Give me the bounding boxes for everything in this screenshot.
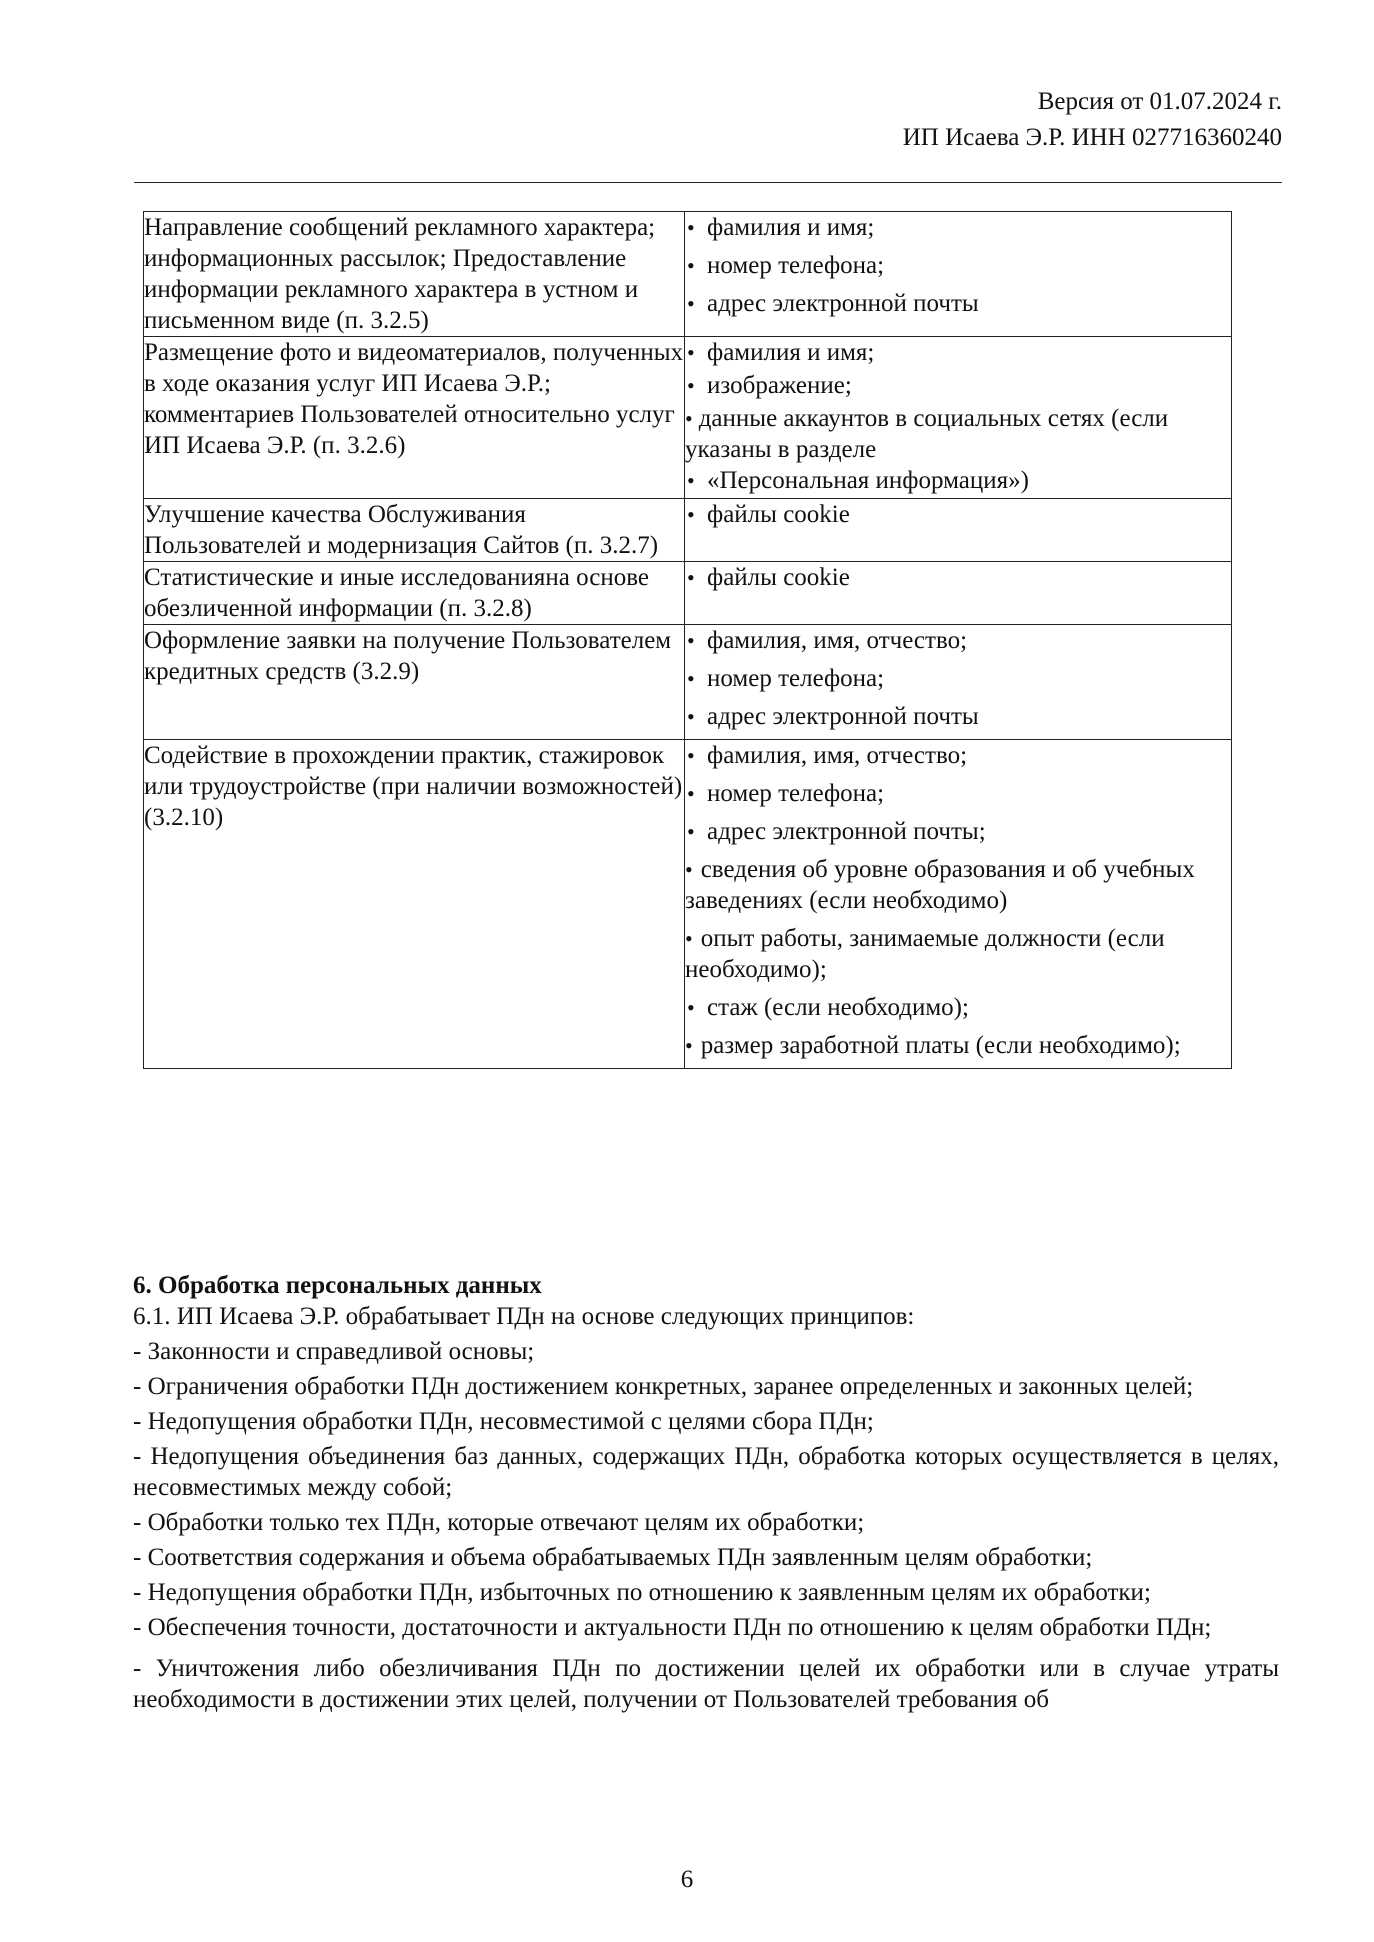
purpose-cell: Содействие в прохождении практик, стажировок или трудоустройстве (при наличии возможностей) (3.2.10) — [144, 740, 685, 1069]
list-item: • размер заработной платы (если необходимо); — [685, 1032, 1181, 1059]
bullet-icon: • — [687, 704, 695, 729]
bullet-icon: • — [685, 926, 693, 951]
principle-item: - Ограничения обработки ПДн достижением конкретных, заранее определенных и законных целей; — [133, 1373, 1194, 1400]
list-item: • фамилия, имя, отчество; — [687, 742, 968, 769]
list-item: • «Персональная информация») — [687, 467, 1029, 494]
list-item: • данные аккаунтов в социальных сетях (если указаны в разделе — [685, 405, 1169, 463]
table-row — [144, 499, 1232, 562]
principle-item: - Обеспечения точности, достаточности и актуальности ПДн по отношению к целям обработки ПДн; — [133, 1614, 1212, 1641]
principle-item: - Уничтожения либо обезличивания ПДн по достижении целей их обработки или в случае утраты необходимости в достижении этих целей, получении от Пользователей требования об — [133, 1655, 1279, 1713]
principle-item: - Недопущения обработки ПДн, несовместимой с целями сбора ПДн; — [133, 1408, 874, 1435]
data-cell — [685, 212, 1232, 337]
list-item: • фамилия и имя; — [687, 339, 875, 366]
list-item: • изображение; — [687, 372, 852, 399]
principle-item: - Обработки только тех ПДн, которые отвечают целям их обработки; — [133, 1509, 865, 1536]
table-row — [144, 740, 1232, 1069]
table-row — [144, 337, 1232, 499]
list-item: • стаж (если необходимо); — [687, 994, 969, 1021]
list-item: • адрес электронной почты — [687, 703, 979, 730]
list-item: • номер телефона; — [687, 780, 885, 807]
list-item: • опыт работы, занимаемые должности (если необходимо); — [685, 925, 1165, 983]
bullet-icon: • — [687, 628, 695, 653]
data-cell — [685, 625, 1232, 740]
bullet-icon: • — [685, 1033, 693, 1058]
bullet-icon: • — [687, 253, 695, 278]
bullet-icon: • — [687, 743, 695, 768]
bullet-icon: • — [685, 857, 693, 882]
purpose-cell: Улучшение качества Обслуживания Пользователей и модернизация Сайтов (п. 3.2.7) — [144, 499, 685, 562]
bullet-icon: • — [687, 781, 695, 806]
bullet-icon: • — [687, 373, 695, 398]
section-6 — [133, 1270, 1279, 1719]
header-divider — [134, 182, 1282, 183]
purpose-cell: Статистические и иные исследованияна основе обезличенной информации (п. 3.2.8) — [144, 562, 685, 625]
list-item: • номер телефона; — [687, 252, 885, 279]
bullet-icon: • — [687, 340, 695, 365]
page-number: 6 — [680, 1866, 694, 1893]
principle-item: - Недопущения объединения баз данных, содержащих ПДн, обработка которых осуществляется в целях, несовместимых между собой; — [133, 1443, 1279, 1501]
list-item: • сведения об уровне образования и об учебных заведениях (если необходимо) — [685, 856, 1195, 914]
section-heading: 6. Обработка персональных данных — [133, 1272, 542, 1299]
data-cell — [685, 499, 1232, 562]
principle-item: - Недопущения обработки ПДн, избыточных по отношению к заявленным целям их обработки; — [133, 1579, 1151, 1606]
version-line: Версия от 01.07.2024 г. — [1037, 88, 1282, 115]
purpose-cell: Направление сообщений рекламного характера; информационных рассылок; Предоставление информации рекламного характера в устном и письменном виде (п. 3.2.5) — [144, 212, 685, 337]
owner-line: ИП Исаева Э.Р. ИНН 027716360240 — [902, 124, 1282, 151]
purpose-cell: Оформление заявки на получение Пользователем кредитных средств (3.2.9) — [144, 625, 685, 740]
page-header — [582, 84, 1282, 156]
table-row — [144, 212, 1232, 337]
bullet-icon: • — [687, 666, 695, 691]
bullet-icon: • — [687, 995, 695, 1020]
bullet-icon: • — [687, 291, 695, 316]
data-cell — [685, 562, 1232, 625]
table-row — [144, 562, 1232, 625]
bullet-icon: • — [687, 468, 695, 493]
list-item: • номер телефона; — [687, 665, 885, 692]
list-item: • фамилия и имя; — [687, 214, 875, 241]
list-item: • файлы cookie — [687, 501, 850, 528]
table-row — [144, 625, 1232, 740]
list-item: • фамилия, имя, отчество; — [687, 627, 968, 654]
section-intro: 6.1. ИП Исаева Э.Р. обрабатывает ПДн на основе следующих принципов: — [133, 1303, 915, 1330]
purpose-cell: Размещение фото и видеоматериалов, полученных в ходе оказания услуг ИП Исаева Э.Р.; комментариев Пользователей относительно услуг ИП Исаева Э.Р. (п. 3.2.6) — [144, 337, 685, 499]
principle-item: - Законности и справедливой основы; — [133, 1338, 535, 1365]
bullet-icon: • — [687, 502, 695, 527]
list-item: • адрес электронной почты — [687, 290, 979, 317]
principle-item: - Соответствия содержания и объема обрабатываемых ПДн заявленным целям обработки; — [133, 1544, 1093, 1571]
bullet-icon: • — [685, 406, 693, 431]
data-cell — [685, 740, 1232, 1069]
bullet-icon: • — [687, 215, 695, 240]
list-item: • файлы cookie — [687, 564, 850, 591]
list-item: • адрес электронной почты; — [687, 818, 986, 845]
purposes-table — [143, 211, 1232, 1069]
bullet-icon: • — [687, 819, 695, 844]
data-cell — [685, 337, 1232, 499]
bullet-icon: • — [687, 565, 695, 590]
